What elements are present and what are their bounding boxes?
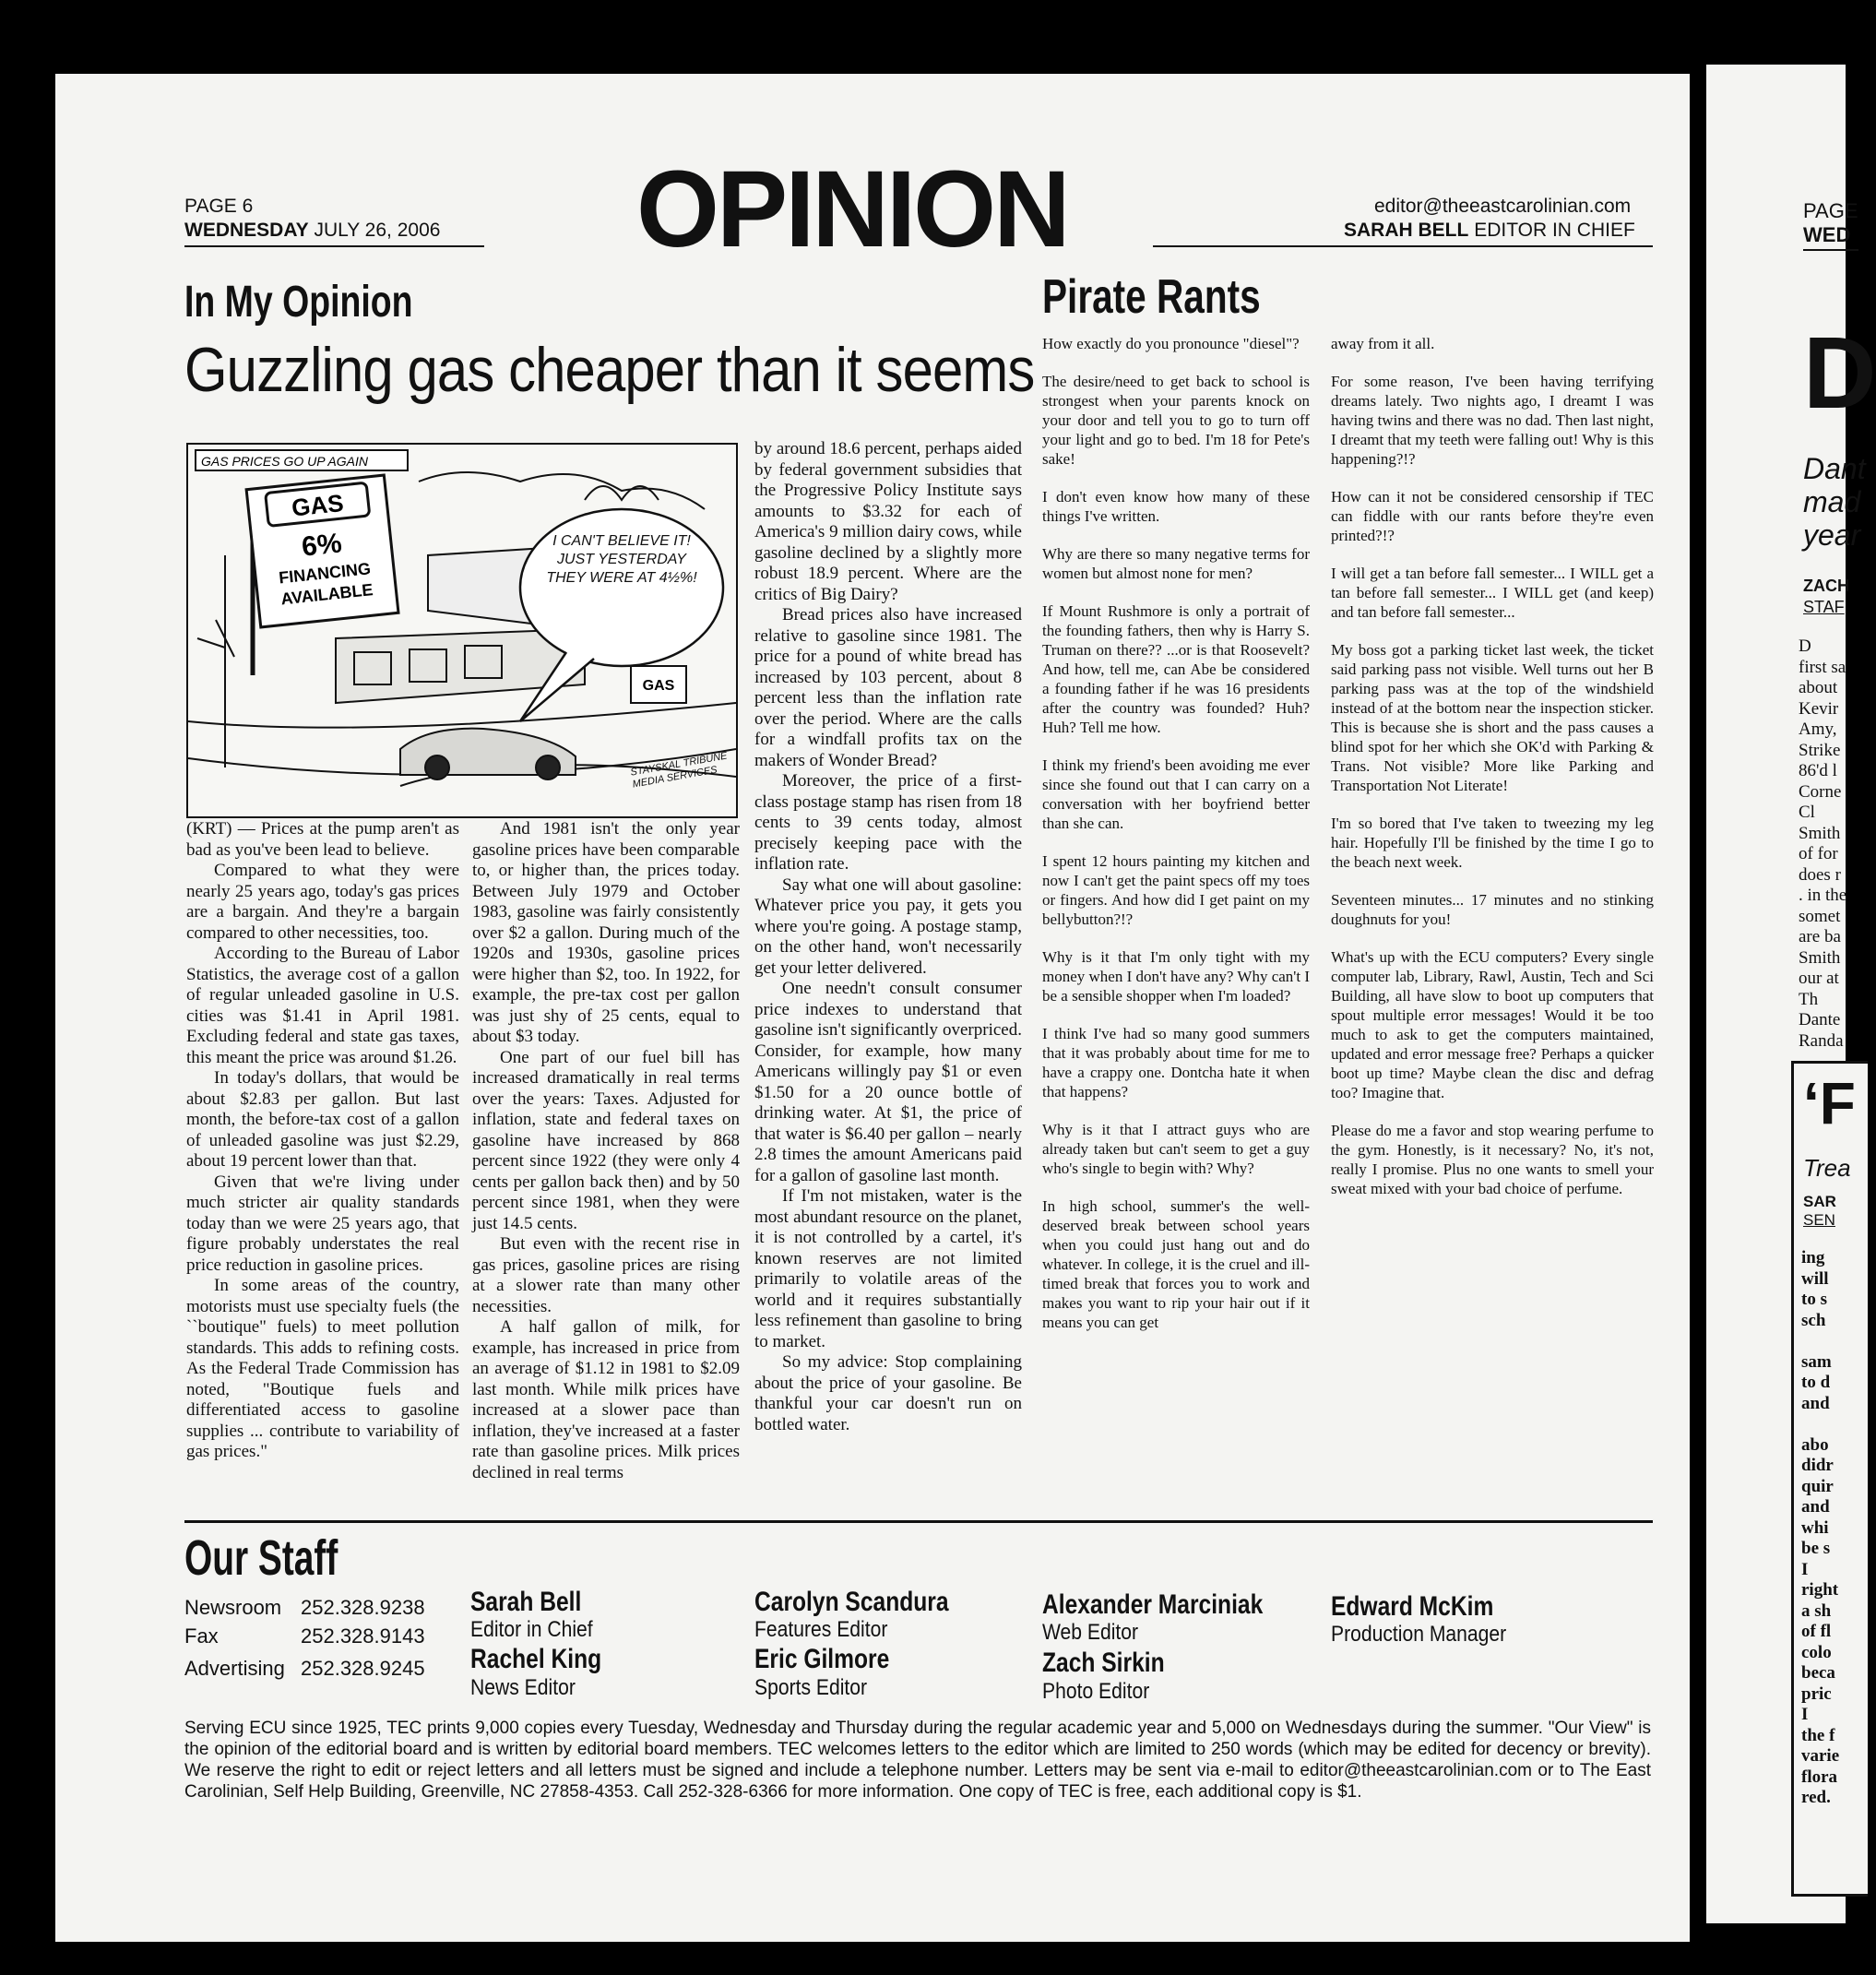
sign-rate: 6%	[300, 528, 344, 563]
text-line: Amy,	[1799, 720, 1837, 739]
text-line: flora	[1801, 1767, 1838, 1787]
text-line: pric	[1801, 1684, 1832, 1704]
staff-role-edward-mckim: Production Manager	[1331, 1622, 1507, 1647]
paragraph: Why is it that I'm only tight with my money when I don't have any? Why can't I be a sensible shopper when I'm loaded?	[1042, 948, 1310, 1005]
phone-label: Fax	[184, 1624, 219, 1648]
paragraph: Say what one will about gasoline: Whatever price you pay, it gets you where you're going. A postage stamp, on the other hand, won't necessarily get your letter delivered.	[754, 874, 1022, 978]
text-line: sch	[1801, 1310, 1826, 1330]
staff-name-sarah-bell: Sarah Bell	[470, 1587, 582, 1617]
cartoon-caption: GAS PRICES GO UP AGAIN	[201, 454, 369, 469]
page-number: PAGE 6	[184, 196, 254, 217]
paragraph: I spent 12 hours painting my kitchen and now I can't get the paint specs off my toes or fingers. And how did I get paint on my bellybutton?!?	[1042, 852, 1310, 928]
staff-name-eric-gilmore: Eric Gilmore	[754, 1644, 890, 1674]
paragraph: But even with the recent rise in gas prices, gasoline prices are rising at a slower rate than many other necessities.	[472, 1234, 740, 1316]
issue-date-text: JULY 26, 2006	[314, 220, 441, 241]
paragraph: One part of our fuel bill has increased dramatically in real terms over the years: Taxes. Adjusted for inflation, state and federal taxes on gasoline have increased by 868 percent since 1922 (they were only 4 cents per gallon back then) and by 50 percent since 1981, when they were just 14.5 cents.	[472, 1047, 740, 1233]
text-line: of fl	[1801, 1622, 1832, 1641]
cartoon-drawing	[188, 445, 736, 816]
staff-name-alexander-marciniak: Alexander Marciniak	[1042, 1589, 1264, 1620]
rants-column-1	[1042, 334, 1310, 1350]
article-column-2	[472, 819, 740, 1483]
paragraph: I think I've had so many good summers that it was probably about time for me to have a crappy one. Dontcha hate it when that happens?	[1042, 1025, 1310, 1101]
staff-role-carolyn-scandura: Features Editor	[754, 1617, 888, 1642]
text-line: mad	[1803, 485, 1861, 518]
text-line: I	[1801, 1559, 1809, 1579]
text-line: Strike	[1799, 740, 1841, 760]
text-line: beca	[1801, 1663, 1835, 1683]
paragraph: I'm so bored that I've taken to tweezing my leg hair. Hopefully I'll be finished by the time I go to the beach next week.	[1331, 815, 1654, 871]
paragraph: What's up with the ECU computers? Every single computer lab, Library, Rawl, Austin, Tech and Sci Building, all have slow to boot up computers that spout multiple error messages! Would it be too much to ask to get the computers maintained, updated and error message free? Perhaps a quicker boot up time? Maybe clean the disc and defrag too? Imagine that.	[1331, 948, 1654, 1101]
staff-name-edward-mckim: Edward McKim	[1331, 1591, 1494, 1622]
staff-name-zach-sirkin: Zach Sirkin	[1042, 1648, 1165, 1678]
text-line: Dante	[1799, 1010, 1841, 1029]
issue-date	[184, 220, 440, 242]
text-line: year	[1803, 518, 1861, 552]
text-line: somet	[1799, 906, 1841, 926]
text-line: Smith	[1799, 947, 1841, 968]
phone-row-advertising	[184, 1657, 425, 1681]
paragraph: In some areas of the country, motorists must use specialty fuels (the ``boutique" fuels) to meet pollution standards. This adds to refining costs. As the Federal Trade Commission has noted, "Boutique fuels and differentiated access to gasoline supplies ... contribute to variability of gas prices."	[186, 1276, 459, 1461]
article-column-3	[754, 439, 1022, 1435]
text-line: red.	[1801, 1788, 1831, 1807]
sign-available: AVAILABLE	[279, 580, 374, 609]
text-line: about	[1799, 678, 1838, 697]
paragraph: away from it all.	[1331, 335, 1435, 352]
text-line: and	[1801, 1393, 1830, 1413]
rants-column-2	[1331, 334, 1654, 1217]
text-line: Dant	[1803, 452, 1866, 485]
text-line: abo	[1801, 1434, 1829, 1455]
adjacent-page-number: PAGE	[1803, 199, 1858, 222]
editorial-cartoon	[186, 443, 738, 818]
text-line: Cl	[1799, 803, 1815, 822]
article-column-1	[186, 819, 459, 1463]
text-line: Smith	[1799, 823, 1841, 843]
text-line: ing	[1801, 1248, 1825, 1267]
paragraph: Why are there so many negative terms for women but almost none for men?	[1042, 545, 1310, 582]
text-line: varie	[1801, 1746, 1840, 1766]
staff-role-zach-sirkin: Photo Editor	[1042, 1679, 1150, 1704]
text-line: D	[1799, 637, 1811, 656]
paragraph: So my advice: Stop complaining about the price of your gasoline. Be thankful your car doesn't run on bottled water.	[754, 1352, 1022, 1434]
staff-footer-text: Serving ECU since 1925, TEC prints 9,000 copies every Tuesday, Wednesday and Thursday during the regular academic year and 5,000 on Wednesdays during the summer. "Our View" is the opinion of the editorial board and is written by editorial board members. TEC welcomes letters to the editor which are limited to 250 words (which may be edited for decency or brevity). We reserve the right to edit or reject letters and all letters must be signed and include a telephone number. Letters may be sent via e-mail to editor@theeastcarolinian.com or to The East Carolinian, Self Help Building, Greenville, NC 27858-4353. Call 252-328-6366 for more information. One copy of TEC is free, each additional copy is $1.	[184, 1719, 1651, 1802]
text-line: first sa	[1799, 657, 1846, 677]
text-line: colo	[1801, 1642, 1832, 1662]
text-line: right	[1801, 1580, 1839, 1600]
text-line: will	[1801, 1268, 1829, 1289]
staff-role-sarah-bell: Editor in Chief	[470, 1617, 593, 1642]
text-line: to d	[1801, 1373, 1831, 1392]
paragraph: Please do me a favor and stop wearing perfume to the gym. Honestly, is it necessary? No, it's not, really I promise. Plus no one wants to smell your sweat mixed with your bad choice of perfume.	[1331, 1122, 1654, 1197]
phone-label: Newsroom	[184, 1596, 282, 1619]
sign-brand: GAS	[290, 488, 345, 522]
staff-rule	[184, 1520, 1653, 1523]
text-line: whi	[1801, 1517, 1829, 1538]
adjacent-article	[1799, 637, 1846, 1052]
paragraph: I think my friend's been avoiding me ever since she found out that I can carry on a conversation with her boyfriend better than she can.	[1042, 756, 1310, 832]
adjacent-box-deck: Trea	[1803, 1154, 1851, 1182]
editor-credit-role: EDITOR IN CHIEF	[1474, 220, 1635, 241]
rants-title: Pirate Rants	[1042, 270, 1261, 324]
phone-number: 252.328.9245	[301, 1657, 425, 1680]
paragraph: A half gallon of milk, for example, has increased in price from an average of $1.12 in 1981 to $2.09 last month. While milk prices have increased at a slower pace than inflation, they've increased at a faster rate than gasoline prices. Milk prices declined in real terms	[472, 1317, 740, 1482]
paragraph: My boss got a parking ticket last week, the ticket said parking pass not visible. Well turns out her B parking pass was at the top of the windshield instead of at the bottom near the inspection sticker. This is because she is short and the pass causes a blind spot for her which she OK'd with Parking & Trans. Not visible? More like Parking and Transportation Not Literate!	[1331, 641, 1654, 794]
text-line: and	[1801, 1497, 1830, 1517]
text-line: are ba	[1799, 927, 1841, 946]
paragraph: If Mount Rushmore is only a portrait of the founding fathers, then why is Harry S. Truman on there?? ...or is that Roosevelt? And how, tell me, can Abe be considered a founding father if he was 16 presidents after the country was founded? Huh? Huh? Tell me how.	[1042, 602, 1310, 736]
paragraph: I will get a tan before fall semester... I WILL get a tan before fall semester... I WILL get (and keep) and tan before fall semester...	[1331, 565, 1654, 621]
phone-number: 252.328.9238	[301, 1596, 425, 1619]
text-line: a sh	[1801, 1600, 1832, 1621]
paragraph: In today's dollars, that would be about $2.83 per gallon. But last month, the before-tax cost of a gallon of unleaded gasoline was just $2.29, about 19 percent lower than that.	[186, 1068, 459, 1171]
editor-credit	[1344, 220, 1635, 242]
adjacent-rule	[1803, 249, 1858, 251]
text-line	[1801, 1414, 1839, 1435]
text-line: Corne	[1799, 781, 1842, 802]
phone-label: Advertising	[184, 1657, 285, 1680]
paragraph: Compared to what they were nearly 25 years ago, today's gas prices are a bargain. And they're a bargain compared to other necessities, too.	[186, 861, 459, 943]
column-headline: Guzzling gas cheaper than it seems	[184, 335, 1035, 405]
staff-title: Our Staff	[184, 1530, 338, 1586]
text-line: quir	[1801, 1476, 1834, 1496]
paragraph: Bread prices also have increased relative to gasoline since 1981. The price for a pound of white bread has increased by 103 percent, about 8 percent less than the inflation rate over the period. Where are the calls for a windfall profits tax on the makers of Wonder Bread?	[754, 605, 1022, 770]
paragraph: Why is it that I attract guys who are already taken but can't seem to get a guy who's single to begin with? Why?	[1042, 1121, 1310, 1177]
text-line: be s	[1801, 1539, 1831, 1558]
staff-role-eric-gilmore: Sports Editor	[754, 1675, 868, 1700]
newspaper-page	[55, 74, 1690, 1942]
paragraph: One needn't consult consumer price indexes to understand that gasoline isn't significantly overpriced. Consider, for example, how many Americans willingly pay $1 or even $1.50 for a 20 ounce bottle of drinking water. At $1, the price of that water is $6.40 per gallon – nearly 2.8 times the amount Americans paid for a gallon of gasoline last month.	[754, 979, 1022, 1185]
adjacent-box-headline: ‘F	[1803, 1070, 1856, 1136]
text-line: the f	[1801, 1725, 1835, 1745]
staff-name-carolyn-scandura: Carolyn Scandura	[754, 1587, 949, 1617]
adjacent-headline: D	[1803, 316, 1876, 430]
adjacent-byline: ZACH	[1803, 577, 1849, 595]
text-line: sam	[1801, 1351, 1832, 1372]
sign-financing: FINANCING	[278, 559, 372, 588]
paragraph: How exactly do you pronounce "diesel"?	[1042, 335, 1300, 352]
paragraph: In high school, summer's the well-deserved break between school years when you could just hang out and do whatever. In college, it is the cruel and ill-timed break that forces you to work and makes you want to rip your hair out if it means you can get	[1042, 1197, 1310, 1331]
paragraph: (KRT) — Prices at the pump aren't as bad as you've been lead to believe.	[186, 819, 459, 860]
text-line: of for	[1799, 844, 1838, 863]
adjacent-boxed-story	[1791, 1061, 1868, 1897]
paragraph: Given that we're living under much stricter air quality standards today than we were 25 years ago, that figure probably understates the real price reduction in gasoline prices.	[186, 1172, 459, 1275]
section-title: OPINION	[636, 149, 1068, 270]
text-line: does r	[1799, 864, 1841, 885]
phone-row-newsroom	[184, 1596, 425, 1620]
cartoon-speech-bubble: I CAN'T BELIEVE IT! JUST YESTERDAY THEY WERE AT 4½%!	[546, 533, 697, 586]
paragraph: Seventeen minutes... 17 minutes and no stinking doughnuts for you!	[1331, 891, 1654, 928]
text-line: Th	[1799, 989, 1819, 1009]
text-line: didr	[1801, 1456, 1834, 1475]
phone-number: 252.328.9143	[301, 1624, 425, 1648]
adjacent-byline-role: STAF	[1803, 598, 1845, 616]
adjacent-page-weekday: WED	[1803, 223, 1851, 246]
adjacent-page	[1706, 65, 1876, 1923]
paragraph: If I'm not mistaken, water is the most abundant resource on the planet, it is not controlled by a cartel, it's known reserves are not limited primarily to volatile areas of the world and it requires substantially less refinement than gasoline to bring to market.	[754, 1186, 1022, 1351]
paragraph: According to the Bureau of Labor Statistics, the average cost of a gallon of regular unleaded gasoline in U.S. cities was $1.41 in April 1981. Excluding federal and state gas taxes, this meant the price was around $1.26.	[186, 944, 459, 1067]
adjacent-box-text	[1801, 1248, 1839, 1809]
adjacent-box-byline-role: SEN	[1803, 1211, 1835, 1229]
text-line: 86'd l	[1799, 761, 1837, 780]
cartoon-small-sign: GAS	[642, 678, 675, 694]
staff-role-rachel-king: News Editor	[470, 1675, 576, 1700]
issue-weekday: WEDNESDAY	[184, 220, 309, 241]
paragraph: And 1981 isn't the only year gasoline prices have been comparable to, or higher than, the prices today. Between July 1979 and October 1983, gasoline was fairly consistently over $2 a gallon. During much of the 1920s and 1930s, gasoline prices were higher than $2, too. In 1922, for example, the pre-tax cost per gallon was just shy of 25 cents, equal to about $3 today.	[472, 819, 740, 1046]
paragraph: How can it not be considered censorship if TEC can fiddle with our rants before they're even printed?!?	[1331, 488, 1654, 544]
text-line	[1801, 1331, 1839, 1352]
text-line: our at	[1799, 969, 1839, 988]
text-line: Randa	[1799, 1030, 1844, 1051]
masthead-rule-left	[184, 245, 484, 247]
text-line: I	[1801, 1705, 1809, 1724]
paragraph: For some reason, I've been having terrifying dreams lately. Two nights ago, I dreamt I was having twins and there was no dad. Then last night, I dreamt that my teeth were falling out! Why is this happening?!?	[1331, 373, 1654, 468]
text-line: . in the	[1799, 886, 1847, 905]
paragraph: Moreover, the price of a first-class postage stamp has risen from 18 cents to 39 cents today, almost precisely keeping pace with the inflation rate.	[754, 771, 1022, 874]
column-kicker: In My Opinion	[184, 278, 413, 327]
staff-role-alexander-marciniak: Web Editor	[1042, 1620, 1139, 1645]
staff-name-rachel-king: Rachel King	[470, 1644, 602, 1674]
text-line: to s	[1801, 1290, 1827, 1309]
adjacent-box-byline: SAR	[1803, 1193, 1836, 1210]
editor-email: editor@theeastcarolinian.com	[1374, 196, 1632, 217]
cartoon-signature: STAYSKAL TRIBUNE MEDIA SERVICES	[629, 750, 729, 791]
adjacent-deck	[1803, 452, 1866, 552]
paragraph: I don't even know how many of these things I've written.	[1042, 488, 1310, 525]
editor-credit-name: SARAH BELL	[1344, 220, 1469, 241]
masthead-rule-right	[1153, 245, 1653, 247]
phone-row-fax	[184, 1624, 425, 1648]
text-line: Kevir	[1799, 698, 1839, 719]
paragraph: The desire/need to get back to school is strongest when your parents knock on your door and tell you to go to turn off your light and go to bed. I'm 18 for Pete's sake!	[1042, 373, 1310, 468]
paragraph: by around 18.6 percent, perhaps aided by federal government subsidies that the Progressive Policy Institute says amounts to $3.32 for each of America's 9 million dairy cows, while gasoline declined by a slightly more robust 18.9 percent. Where are the critics of Big Dairy?	[754, 439, 1022, 604]
